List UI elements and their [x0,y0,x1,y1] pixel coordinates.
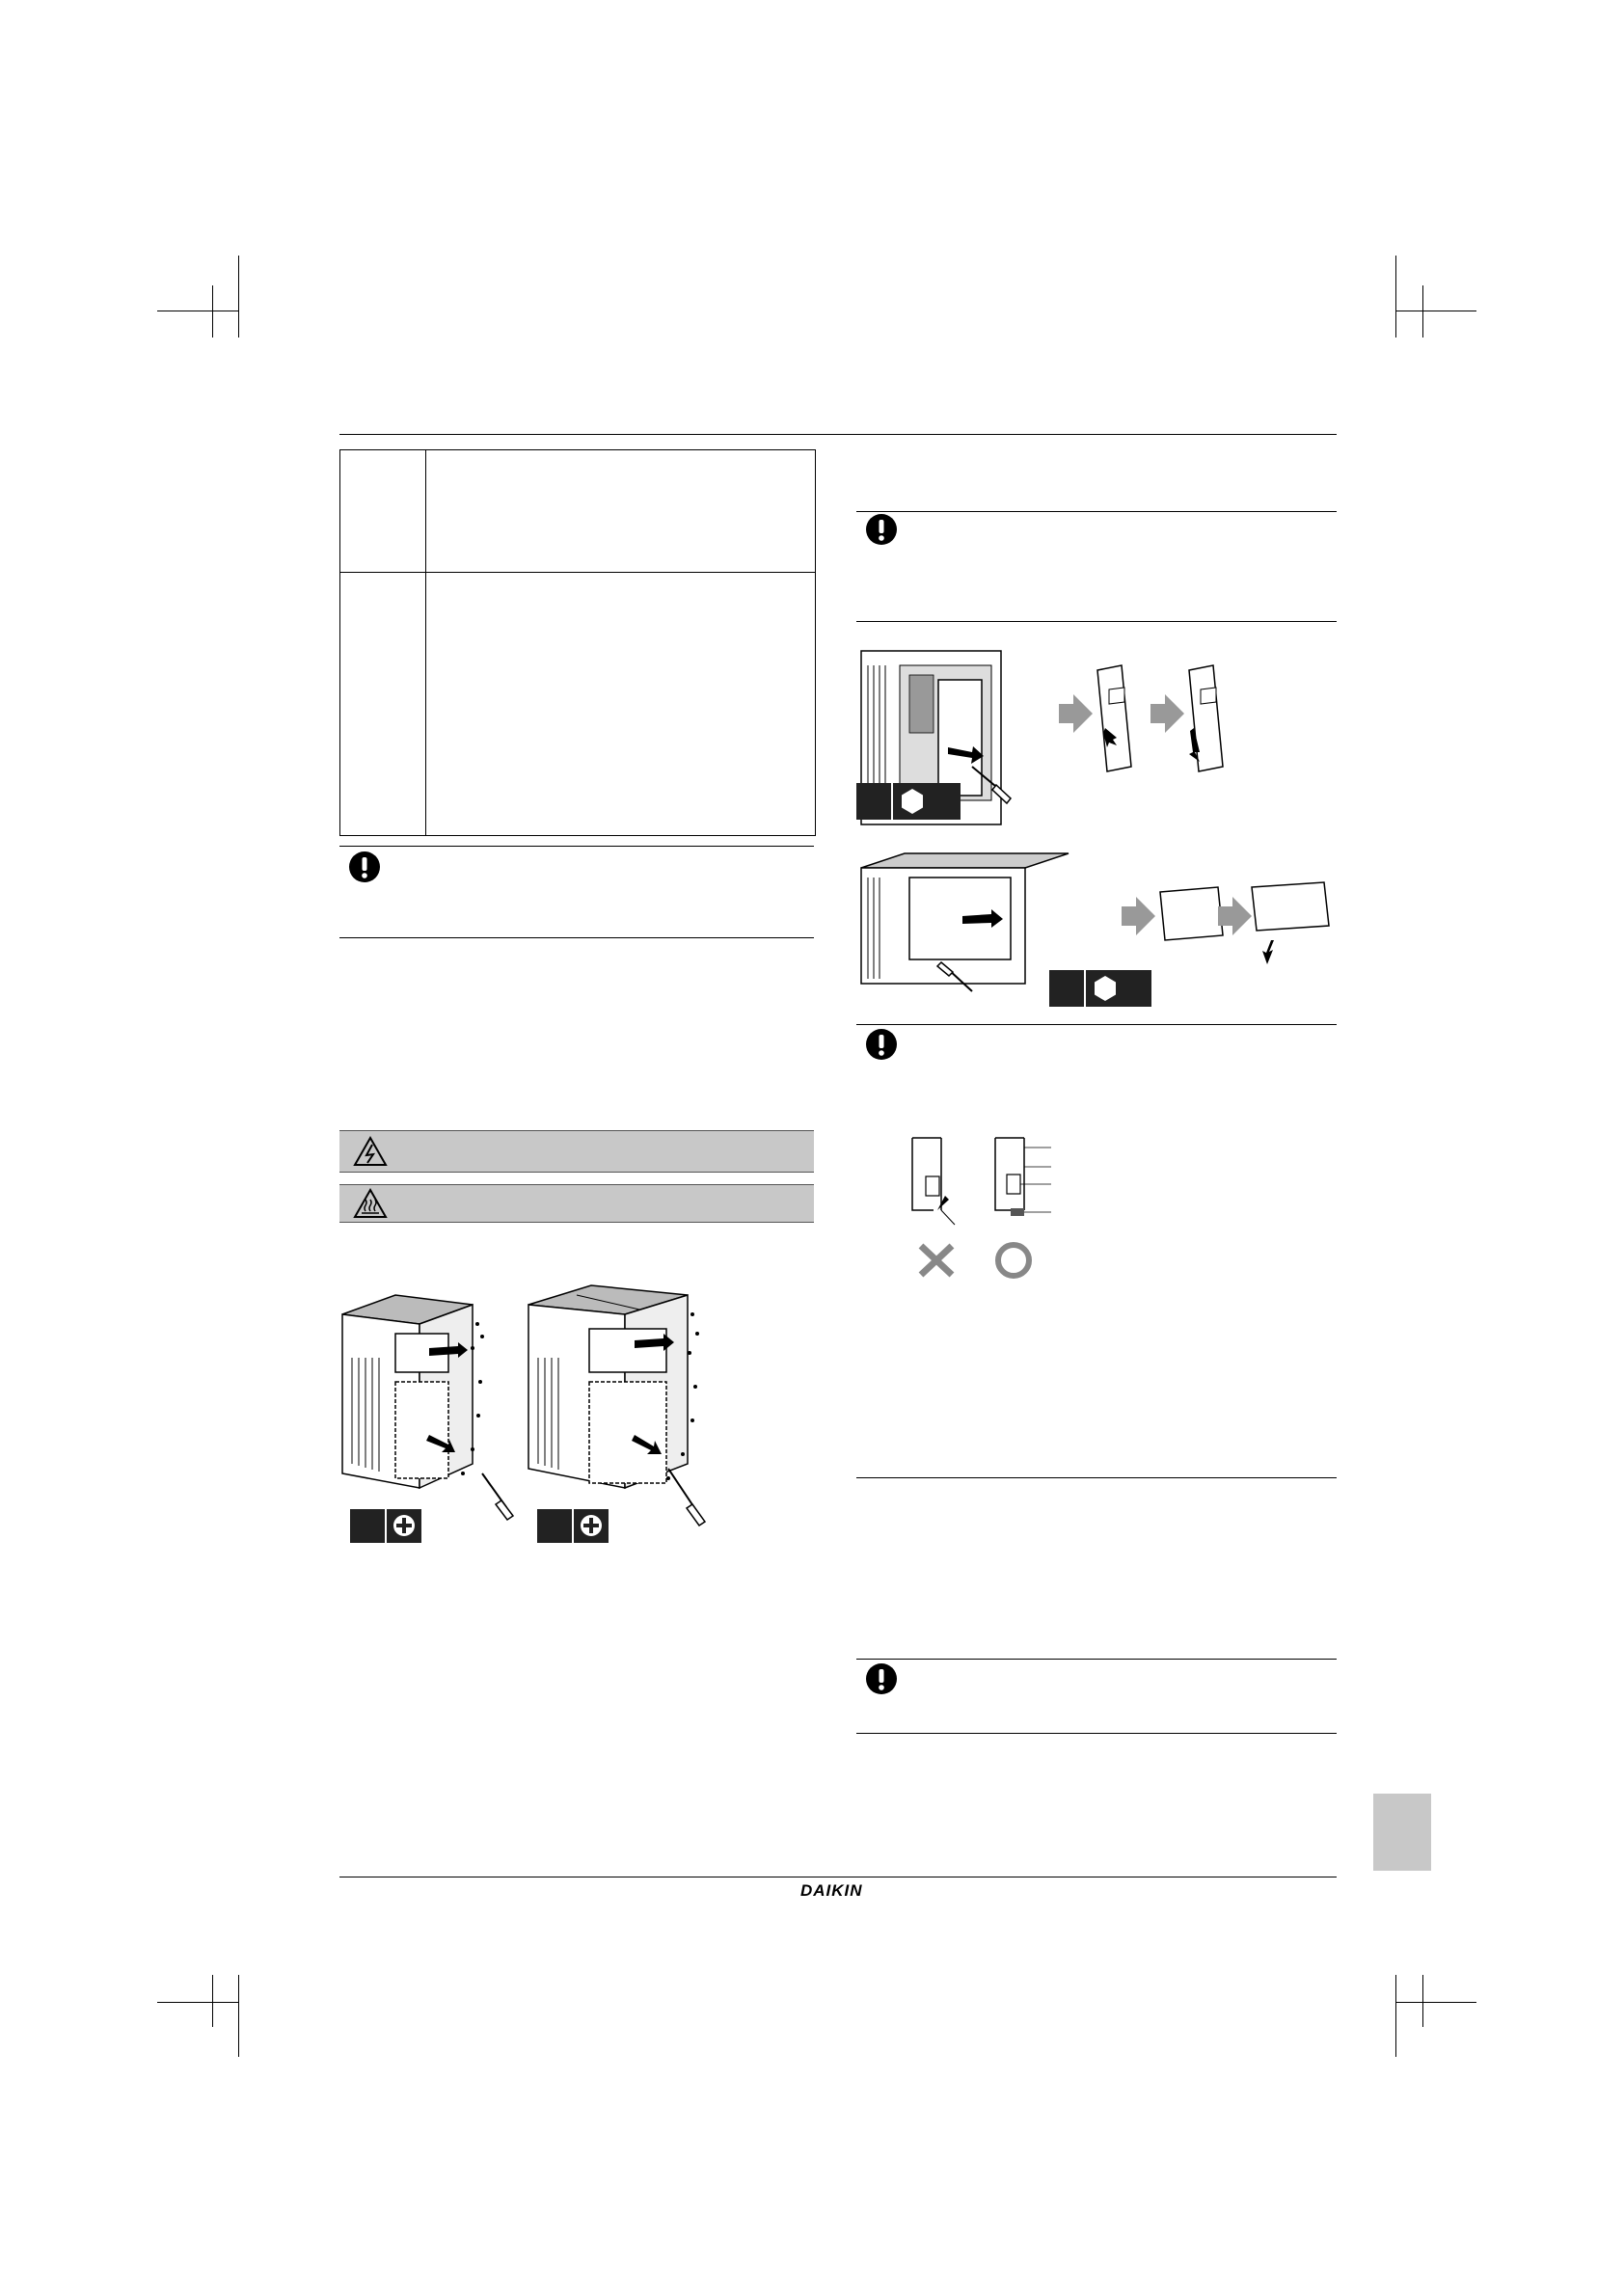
right-notice-3-bottom-rule [856,1733,1337,1734]
exclamation-circle-icon [348,851,381,883]
language-side-tab [1373,1794,1431,1871]
right-notice-3-top-rule [856,1659,1337,1660]
right-notice-1-bottom-rule [856,621,1337,622]
circle-mark-icon [994,1241,1033,1280]
exclamation-circle-icon [865,1028,898,1061]
right-notice-2-top-rule [856,1024,1337,1025]
right-notice-1-top-rule [856,511,1337,512]
screw-type-tag-large-unit [537,1509,607,1543]
bolt-type-tag-2 [1049,970,1151,1007]
cross-mark-icon [917,1242,956,1279]
header-rule [339,434,1337,435]
warning-bar-electric [339,1130,814,1173]
table-column-divider [425,450,426,835]
info-table [339,449,816,836]
phillips-screw-icon [580,1514,603,1537]
notice-top-rule [339,846,814,847]
notice-bottom-rule [339,937,814,938]
hex-bolt-icon [1092,975,1119,1002]
hex-bolt-icon [899,788,926,815]
exclamation-circle-icon [865,1662,898,1695]
right-section-rule [856,1477,1337,1478]
screw-type-tag-small-unit [350,1509,420,1543]
phillips-screw-icon [392,1514,416,1537]
daikin-logo: DAIKIN [800,1881,863,1900]
warning-bar-hot-surface [339,1184,814,1223]
table-row-divider [340,572,815,573]
hot-surface-warning-icon [353,1188,388,1219]
bolt-type-tag-1 [856,783,961,820]
electric-shock-warning-icon [353,1136,388,1167]
exclamation-circle-icon [865,513,898,546]
